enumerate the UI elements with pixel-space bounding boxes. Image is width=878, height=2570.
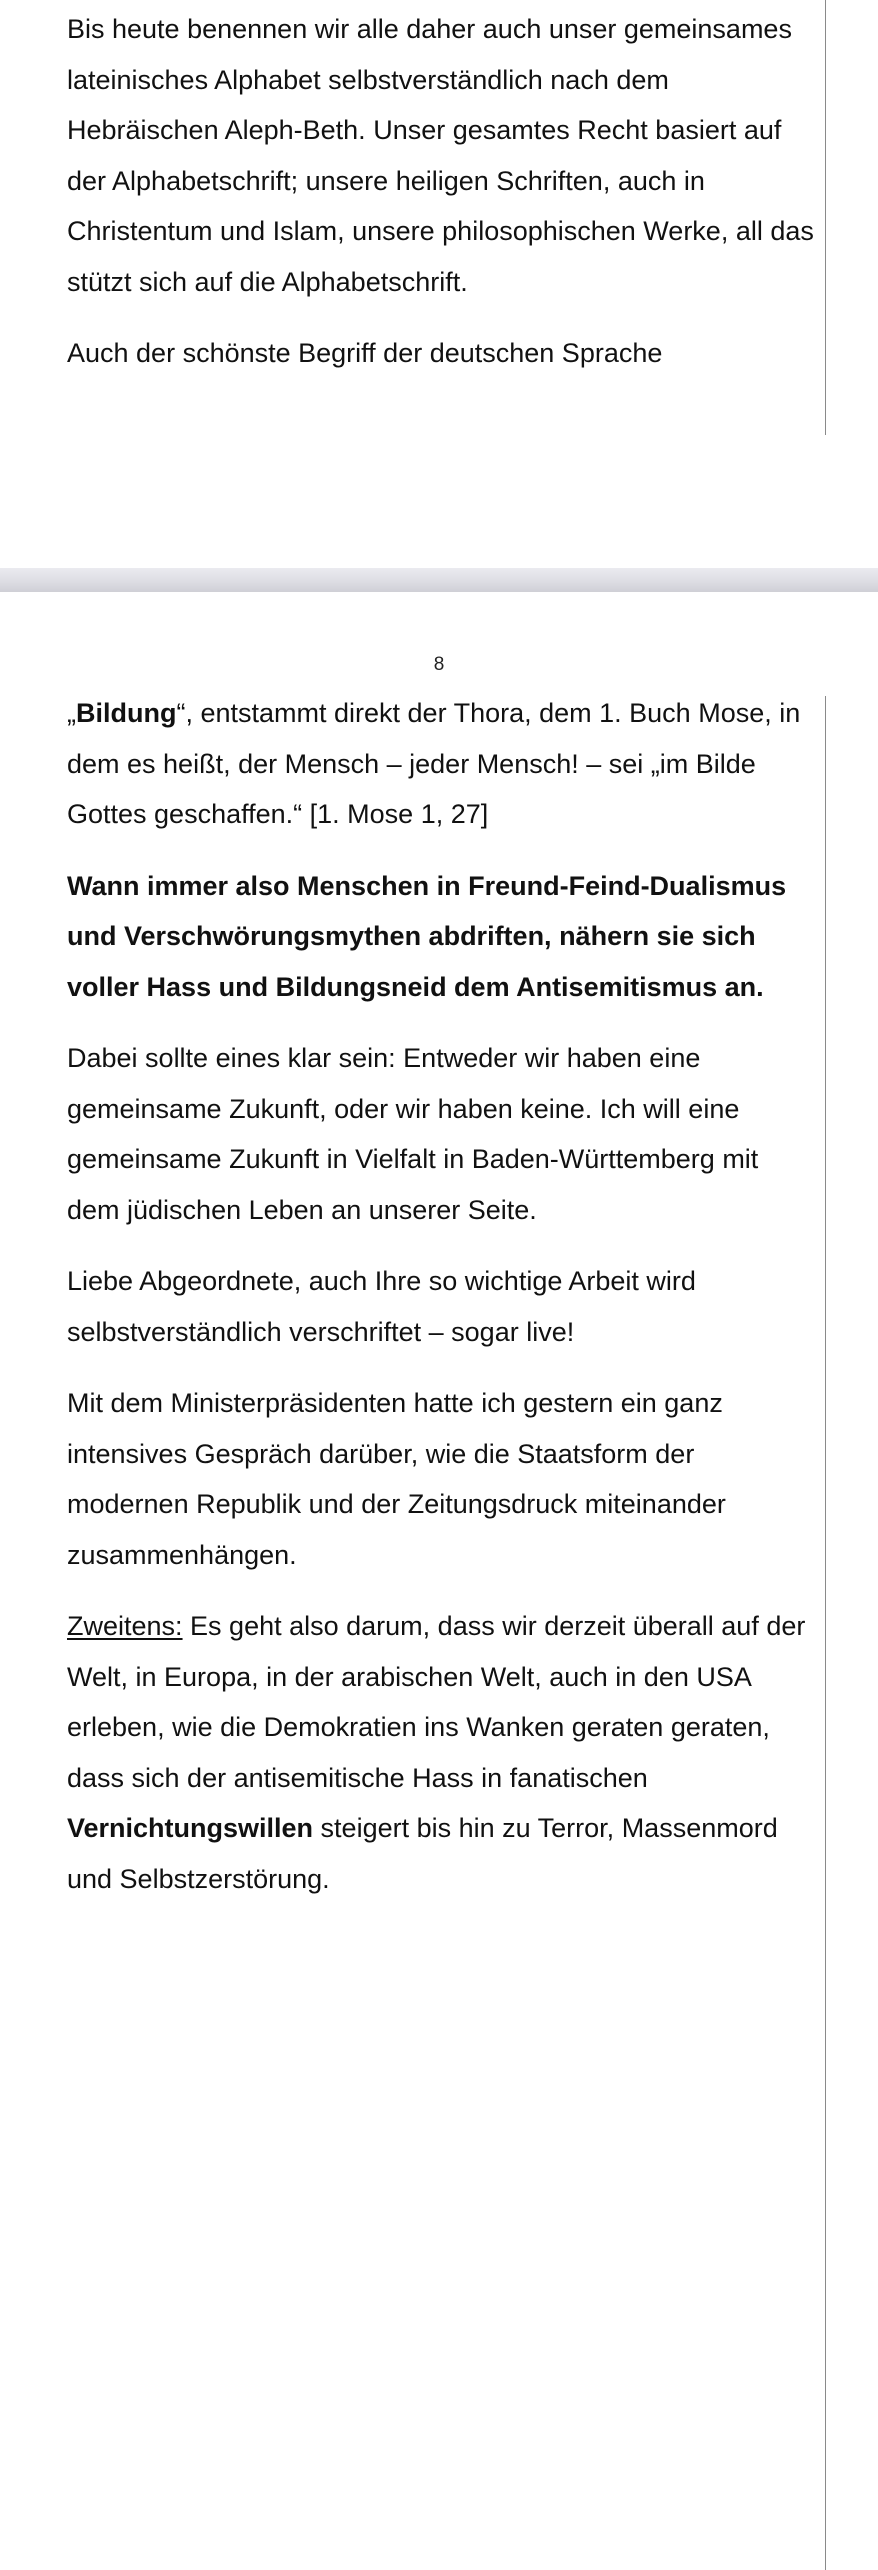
underlined-heading: Zweitens:: [67, 1611, 183, 1641]
open-quote: „: [67, 698, 76, 728]
bold-term: Bildung: [76, 698, 177, 728]
paragraph: Liebe Abgeordnete, auch Ihre so wichtige Arbeit wird selbstverständlich verschriftet – sogar live!: [67, 1266, 696, 1347]
paragraph: [67, 861, 817, 1013]
margin-rule: [825, 696, 826, 2570]
document-page-top: [0, 0, 878, 568]
page-text: [67, 4, 817, 400]
page-number: 8: [433, 654, 445, 675]
paragraph-text: steigert bis hin zu Terror, Massenmord und Selbstzerstörung.: [67, 1813, 778, 1894]
paragraph-text: “, entstammt direkt der Thora, dem 1. Buch Mose, in dem es heißt, der Mensch – jeder Mensch! – sei „im Bilde Gottes geschaffen.“ [1. Mose 1, 27]: [67, 698, 801, 829]
paragraph: Mit dem Ministerpräsidenten hatte ich gestern ein ganz intensives Gespräch darüber, wie die Staatsform der modernen Republik und der Zeitungsdruck miteinander zusammenhängen.: [67, 1388, 726, 1570]
bold-paragraph-text: Wann immer also Menschen in Freund-Feind-Dualismus und Verschwörungsmythen abdriften, nähern sie sich voller Hass und Bildungsneid dem Antisemitismus an.: [67, 870, 787, 1002]
margin-rule: [825, 0, 826, 435]
paragraph: [67, 688, 817, 840]
paragraph: Auch der schönste Begriff der deutschen Sprache: [67, 338, 663, 368]
page-text: [67, 688, 817, 1925]
paragraph: [67, 1601, 817, 1904]
paragraph-text: Es geht also darum, dass wir derzeit überall auf der Welt, in Europa, in der arabischen Welt, auch in den USA erleben, wie die Demokratien ins Wanken geraten geraten, dass sich der antisemitische Hass in fanatischen: [67, 1611, 806, 1793]
document-page-bottom: [0, 592, 878, 2044]
paragraph: Bis heute benennen wir alle daher auch unser gemeinsames lateinisches Alphabet selbstverständlich nach dem Hebräischen Aleph-Beth. Unser gesamtes Recht basiert auf der Alphabetschrift; unsere heiligen Schriften, auch in Christentum und Islam, unsere philosophischen Werke, all das stützt sich auf die Alphabetschrift.: [67, 14, 814, 297]
bold-term: Vernichtungswillen: [67, 1813, 314, 1843]
page-separator: [0, 568, 878, 592]
paragraph: Dabei sollte eines klar sein: Entweder wir haben eine gemeinsame Zukunft, oder wir haben keine. Ich will eine gemeinsame Zukunft in Vielfalt in Baden-Württemberg mit dem jüdischen Leben an unserer Seite.: [67, 1043, 759, 1225]
